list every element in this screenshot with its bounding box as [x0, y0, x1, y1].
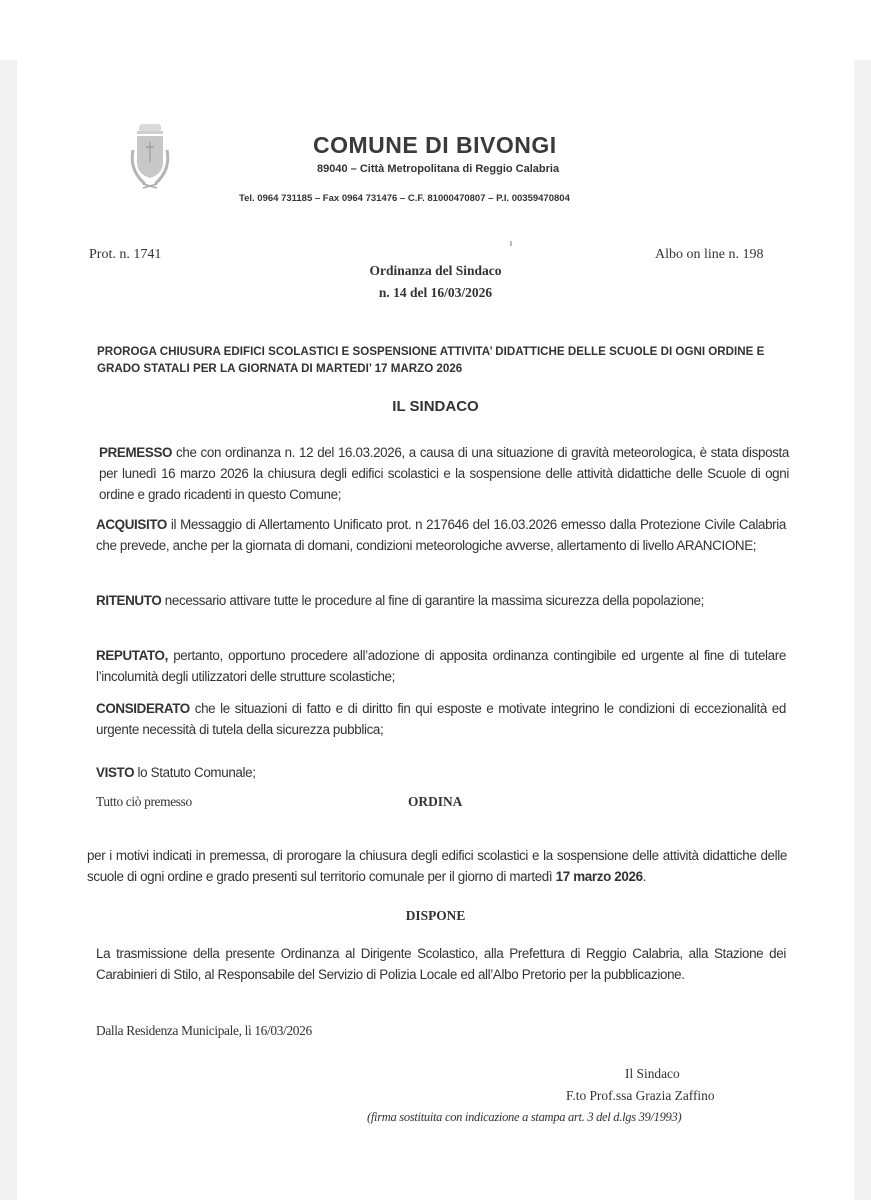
premise-text: che con ordinanza n. 12 del 16.03.2026, a causa di una situazione di gravità meteorologica, è stata disposta per lunedì 16 marzo 2026 la chiusura degli edifici scolastici e la sospensione delle attività didattiche delle Scuole di ogni ordine e grado ricadenti in questo Comune; — [99, 445, 789, 502]
ordina-heading: ORDINA — [408, 794, 463, 809]
ordinance-title: Ordinanza del Sindaco — [369, 263, 502, 278]
premise-closing: Tutto ciò premesso — [96, 794, 192, 809]
signature-role: Il Sindaco — [625, 1066, 680, 1081]
albo-number: Albo on line n. 198 — [655, 247, 764, 262]
section-heading-sindaco: IL SINDACO — [392, 398, 479, 415]
premise-keyword: RITENUTO — [96, 593, 162, 608]
premise-keyword: VISTO — [96, 765, 135, 780]
ordinance-subject: PROROGA CHIUSURA EDIFICI SCOLASTICI E SOSPENSIONE ATTIVITA’ DIDATTICHE DELLE SCUOLE DI OGNI ORDINE E GRADO STATALI PER LA GIORNATA DI MARTEDI’ 17 MARZO 2026 — [97, 345, 765, 375]
premise-text: lo Statuto Comunale; — [134, 765, 256, 780]
place-date: Dalla Residenza Municipale, lì 16/03/2026 — [96, 1023, 312, 1038]
premise-text: pertanto, opportuno procedere all’adozione di apposita ordinanza contingibile ed urgente al fine di tutelare l’incolumità degli utilizzatori delle strutture scolastiche; — [96, 648, 786, 684]
premise-paragraph — [96, 698, 786, 740]
ordina-text: per i motivi indicati in premessa, di prorogare la chiusura degli edifici scolastici e la sospensione delle attività didattiche delle scuole di ogni ordine e grado presenti sul territorio comunale per il giorno di martedì — [87, 848, 787, 884]
premise-text: necessario attivare tutte le procedure al fine di garantire la massima sicurezza della popolazione; — [161, 593, 705, 608]
premise-paragraph — [96, 762, 786, 783]
municipality-subtitle: 89040 – Città Metropolitana di Reggio Calabria — [317, 163, 560, 175]
municipality-title: COMUNE DI BIVONGI — [313, 132, 557, 158]
premise-keyword: REPUTATO, — [96, 648, 168, 663]
premise-text: il Messaggio di Allertamento Unificato prot. n 217646 del 16.03.2026 emesso dalla Protezione Civile Calabria che prevede, anche per la giornata di domani, condizioni meteorologiche avverse, allertamento di livello ARANCIONE; — [96, 517, 786, 553]
premise-paragraph — [96, 645, 786, 687]
premise-keyword: PREMESSO — [99, 445, 173, 460]
premise-text: che le situazioni di fatto e di diritto fin qui esposte e motivate integrino le condizioni di eccezionalità ed urgente necessità di tutela della sicurezza pubblica; — [96, 701, 786, 737]
premise-paragraph — [96, 514, 786, 556]
ordina-date: 17 marzo 2026 — [555, 869, 643, 884]
scan-speck — [510, 241, 512, 246]
document-page — [17, 60, 854, 1200]
dispone-heading: DISPONE — [405, 908, 466, 923]
signature-name: F.to Prof.ssa Grazia Zaffino — [566, 1088, 715, 1103]
signature-note: (firma sostituita con indicazione a stampa art. 3 del d.lgs 39/1993) — [367, 1110, 682, 1124]
contact-line: Tel. 0964 731185 – Fax 0964 731476 – C.F. 81000470807 – P.I. 00359470804 — [239, 193, 570, 204]
premise-paragraph — [99, 442, 789, 505]
coat-of-arms-icon — [125, 122, 175, 194]
ordinance-number: n. 14 del 16/03/2026 — [378, 285, 493, 300]
protocol-number: Prot. n. 1741 — [89, 247, 162, 262]
premise-keyword: ACQUISITO — [96, 517, 168, 532]
dispone-paragraph: La trasmissione della presente Ordinanza al Dirigente Scolastico, alla Prefettura di Reggio Calabria, alla Stazione dei Carabinieri di Stilo, al Responsabile del Servizio di Polizia Locale ed all’Albo Pretorio per la pubblicazione. — [96, 946, 786, 982]
ordina-paragraph — [87, 845, 787, 887]
premise-paragraph — [96, 590, 786, 611]
premise-keyword: CONSIDERATO — [96, 701, 190, 716]
top-blank-area — [0, 0, 871, 60]
ordina-end: . — [642, 869, 647, 884]
